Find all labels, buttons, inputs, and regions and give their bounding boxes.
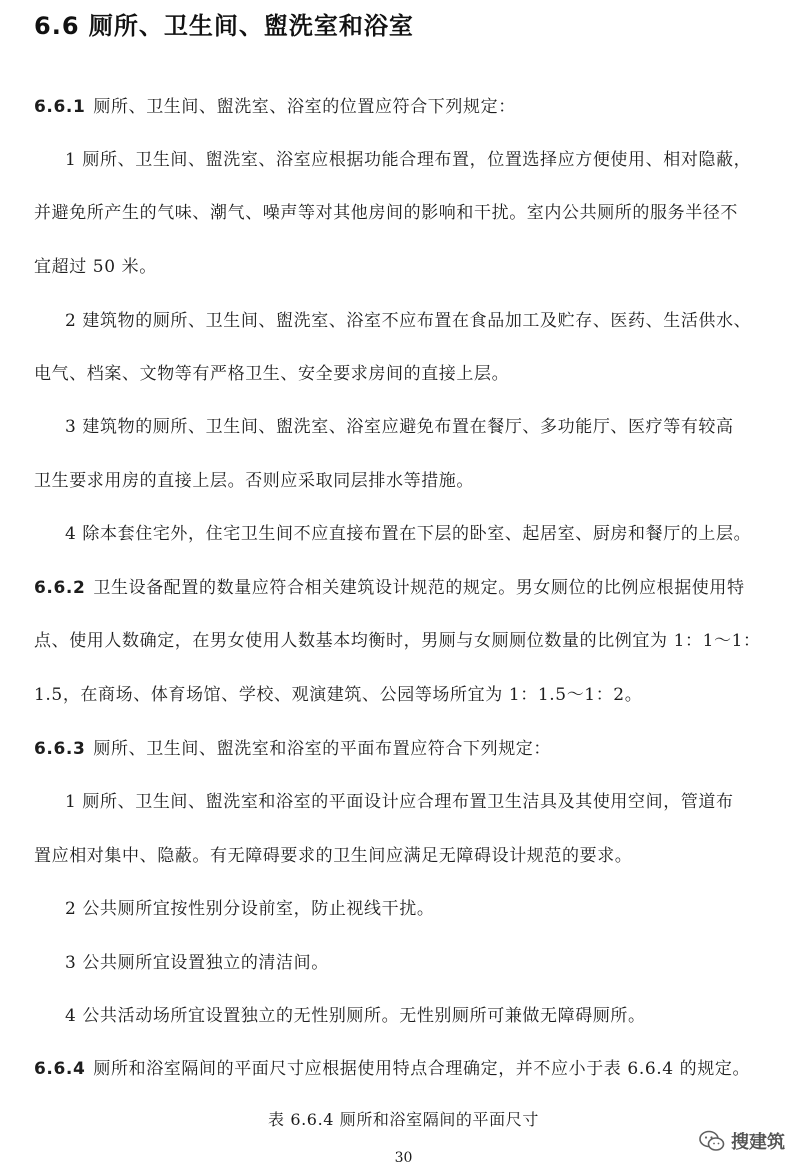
paragraph-line: 1.5，在商场、体育场馆、学校、观演建筑、公园等场所宜为 1：1.5～1：2。 — [34, 685, 643, 705]
paragraph-line: 置应相对集中、隐蔽。有无障碍要求的卫生间应满足无障碍设计规范的要求。 — [34, 846, 633, 866]
paragraph-line: 3 公共厕所宜设置独立的清洁间。 — [65, 953, 329, 973]
watermark-text: 搜建筑 — [731, 1132, 785, 1153]
clause-text: 厕所和浴室隔间的平面尺寸应根据使用特点合理确定，并不应小于表 6.6.4 的规定。 — [93, 1059, 751, 1079]
wechat-icon — [699, 1130, 725, 1152]
clause-6-6-2 — [34, 573, 745, 598]
clause-number: 6.6.3 — [34, 739, 86, 759]
clause-number: 6.6.1 — [34, 97, 86, 117]
section-title: 6.6 厕所、卫生间、盥洗室和浴室 — [34, 12, 414, 40]
clause-text: 厕所、卫生间、盥洗室、浴室的位置应符合下列规定： — [93, 97, 516, 117]
paragraph-line: 4 除本套住宅外，住宅卫生间不应直接布置在下层的卧室、起居室、厨房和餐厅的上层。 — [65, 524, 752, 544]
paragraph-line: 4 公共活动场所宜设置独立的无性别厕所。无性别厕所可兼做无障碍厕所。 — [65, 1006, 646, 1026]
clause-6-6-3 — [34, 734, 551, 759]
page-number: 30 — [394, 1150, 413, 1166]
paragraph-line: 卫生要求用房的直接上层。否则应采取同层排水等措施。 — [34, 471, 474, 491]
clause-text: 厕所、卫生间、盥洗室和浴室的平面布置应符合下列规定： — [93, 739, 552, 759]
paragraph-line: 2 建筑物的厕所、卫生间、盥洗室、浴室不应布置在食品加工及贮存、医药、生活供水、 — [65, 311, 752, 331]
paragraph-line: 电气、档案、文物等有严格卫生、安全要求房间的直接上层。 — [34, 364, 510, 384]
paragraph-line: 2 公共厕所宜按性别分设前室，防止视线干扰。 — [65, 899, 435, 919]
paragraph-line: 1 厕所、卫生间、盥洗室和浴室的平面设计应合理布置卫生洁具及其使用空间，管道布 — [65, 792, 734, 812]
paragraph-line: 3 建筑物的厕所、卫生间、盥洗室、浴室应避免布置在餐厅、多功能厅、医疗等有较高 — [65, 417, 734, 437]
clause-number: 6.6.4 — [34, 1059, 86, 1079]
clause-number: 6.6.2 — [34, 578, 86, 598]
paragraph-line: 点、使用人数确定，在男女使用人数基本均衡时，男厕与女厕厕位数量的比例宜为 1：1～1： — [34, 631, 761, 651]
paragraph-line: 并避免所产生的气味、潮气、噪声等对其他房间的影响和干扰。室内公共厕所的服务半径不 — [34, 203, 738, 223]
clause-6-6-1 — [34, 92, 516, 117]
clause-text: 卫生设备配置的数量应符合相关建筑设计规范的规定。男女厕位的比例应根据使用特 — [93, 578, 745, 598]
paragraph-line: 宜超过 50 米。 — [34, 257, 157, 277]
paragraph-line: 1 厕所、卫生间、盥洗室、浴室应根据功能合理布置，位置选择应方便使用、相对隐蔽， — [65, 150, 752, 170]
table-caption: 表 6.6.4 厕所和浴室隔间的平面尺寸 — [268, 1110, 539, 1129]
clause-6-6-4 — [34, 1054, 750, 1079]
